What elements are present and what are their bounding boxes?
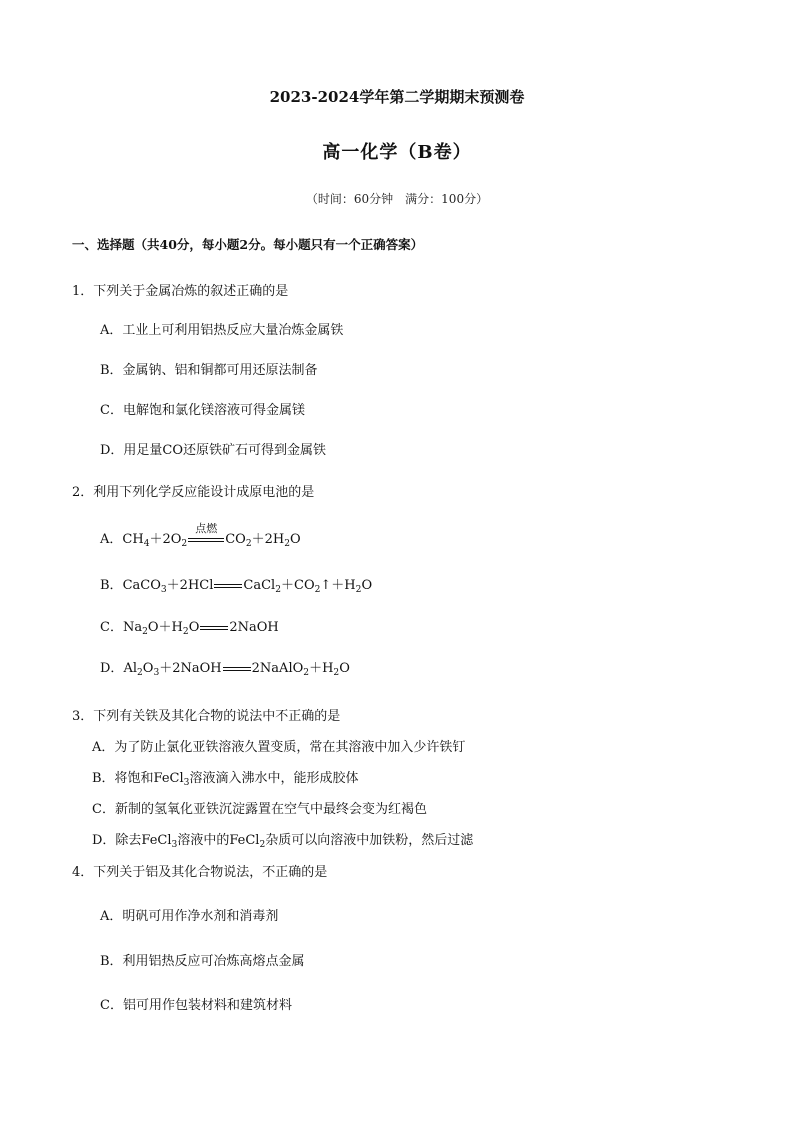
formula-part: O bbox=[142, 661, 154, 676]
formula-part: CaCl bbox=[243, 578, 276, 593]
question-4-option-a: A．明矾可用作净水剂和消毒剂 bbox=[100, 909, 279, 924]
formula-part: O bbox=[339, 661, 350, 676]
subscript: 2 bbox=[314, 585, 321, 595]
formula-part: Na bbox=[122, 620, 143, 635]
reaction-condition: 点燃 bbox=[195, 521, 218, 535]
question-2-option-a bbox=[100, 521, 301, 549]
formula-part: CH bbox=[122, 532, 144, 547]
equals-sign bbox=[214, 581, 242, 591]
subscript: 2 bbox=[355, 585, 362, 595]
option-text: 溶液中的FeCl bbox=[177, 833, 260, 848]
option-label: A． bbox=[100, 532, 123, 547]
formula-part: O bbox=[188, 620, 200, 635]
exam-subtitle: 高一化学（B卷） bbox=[322, 142, 472, 163]
subscript: 2 bbox=[245, 539, 252, 549]
formula-part: ＋CO bbox=[281, 578, 315, 593]
option-text: D．除去FeCl bbox=[92, 833, 172, 848]
question-3-option-b bbox=[92, 767, 358, 786]
formula-part: ＋H bbox=[309, 661, 334, 676]
subscript: 3 bbox=[153, 668, 160, 678]
subscript: 3 bbox=[160, 585, 167, 595]
question-1-stem: 1．下列关于金属冶炼的叙述正确的是 bbox=[72, 284, 289, 299]
formula-part: ↑＋H bbox=[320, 578, 356, 593]
formula-part: CaCO bbox=[122, 578, 161, 593]
formula-part: Al bbox=[123, 661, 137, 676]
equals-sign bbox=[200, 623, 228, 633]
subscript: 3 bbox=[183, 778, 190, 788]
question-2-option-c bbox=[100, 616, 279, 635]
question-1-option-a: A．工业上可利用铝热反应大量冶炼金属铁 bbox=[100, 323, 344, 338]
question-2-option-d bbox=[100, 657, 350, 676]
formula-part: ＋2H bbox=[251, 532, 285, 547]
formula-part: O＋H bbox=[147, 620, 183, 635]
equals-sign bbox=[188, 521, 224, 545]
subscript: 2 bbox=[136, 668, 143, 678]
question-2-option-b bbox=[100, 574, 372, 593]
subscript: 2 bbox=[333, 668, 340, 678]
option-text: 溶液滴入沸水中，能形成胶体 bbox=[189, 771, 359, 786]
subscript: 3 bbox=[171, 840, 178, 850]
formula-part: 2NaAlO bbox=[251, 661, 304, 676]
option-text: 杂质可以向溶液中加铁粉，然后过滤 bbox=[265, 833, 474, 848]
section-heading: 一、选择题（共40分，每小题2分。每小题只有一个正确答案） bbox=[72, 237, 424, 252]
subscript: 2 bbox=[259, 840, 266, 850]
subscript: 2 bbox=[181, 539, 188, 549]
question-4-option-b: B．利用铝热反应可冶炼高熔点金属 bbox=[100, 954, 305, 969]
subscript: 2 bbox=[303, 668, 310, 678]
question-4-stem: 4．下列关于铝及其化合物说法，不正确的是 bbox=[72, 865, 328, 880]
question-3-option-d bbox=[92, 829, 473, 848]
question-3-option-a: A．为了防止氯化亚铁溶液久置变质，常在其溶液中加入少许铁钉 bbox=[92, 740, 466, 755]
equals-sign bbox=[223, 664, 251, 674]
question-3-stem: 3．下列有关铁及其化合物的说法中不正确的是 bbox=[72, 709, 341, 724]
exam-info: （时间：60分钟 满分：100分） bbox=[305, 192, 489, 206]
question-4-option-c: C．铝可用作包装材料和建筑材料 bbox=[100, 998, 292, 1013]
subscript: 2 bbox=[284, 539, 291, 549]
formula-part: 2NaOH bbox=[229, 620, 279, 635]
question-2-stem: 2．利用下列化学反应能设计成原电池的是 bbox=[72, 485, 315, 500]
option-label: C． bbox=[100, 620, 123, 635]
exam-title: 2023-2024学年第二学期期末预测卷 bbox=[269, 88, 525, 106]
subscript: 2 bbox=[275, 585, 281, 595]
formula-part: ＋2HCl bbox=[166, 578, 214, 593]
question-1-option-d: D．用足量CO还原铁矿石可得到金属铁 bbox=[100, 443, 327, 458]
question-1-option-c: C．电解饱和氯化镁溶液可得金属镁 bbox=[100, 403, 305, 418]
option-label: D． bbox=[100, 661, 124, 676]
subscript: 2 bbox=[142, 627, 148, 637]
formula-part: ＋2O bbox=[149, 532, 182, 547]
formula-part: CO bbox=[225, 532, 246, 547]
option-label: B． bbox=[100, 578, 123, 593]
formula-part: ＋2NaOH bbox=[159, 661, 222, 676]
subscript: 4 bbox=[143, 539, 150, 549]
formula-part: O bbox=[290, 532, 301, 547]
formula-part: O bbox=[361, 578, 373, 593]
subscript: 2 bbox=[182, 627, 189, 637]
option-text: B．将饱和FeCl bbox=[92, 771, 184, 786]
question-1-option-b: B．金属钠、铝和铜都可用还原法制备 bbox=[100, 363, 318, 378]
question-3-option-c: C．新制的氢氧化亚铁沉淀露置在空气中最终会变为红褐色 bbox=[92, 802, 427, 817]
